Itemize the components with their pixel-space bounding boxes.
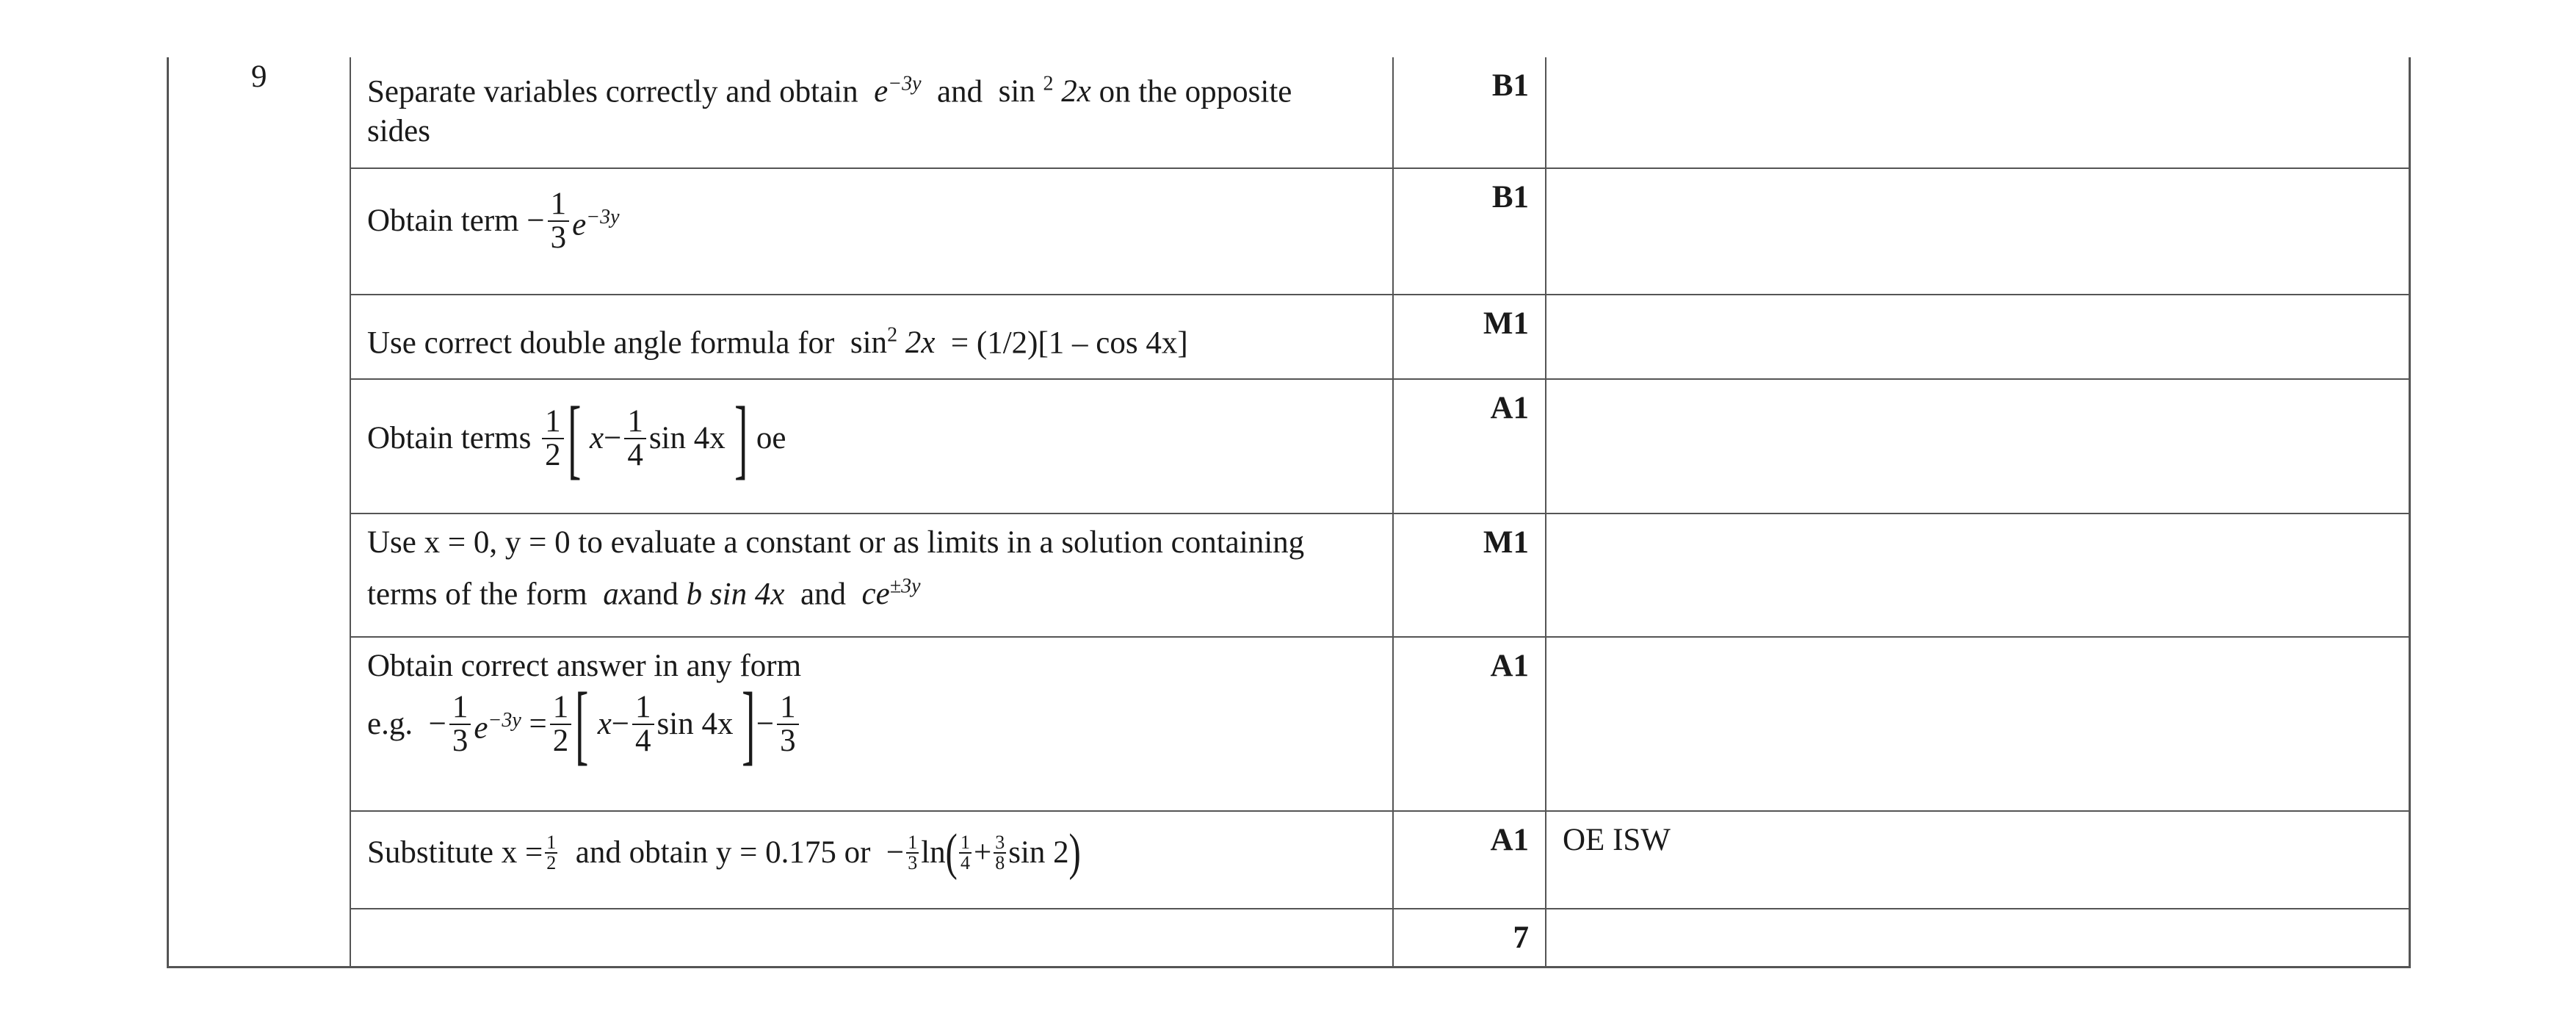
mark-code: A1 xyxy=(1490,649,1529,683)
fraction: $\frac{1}{2}$ xyxy=(542,406,564,472)
answer-cell xyxy=(351,909,1394,968)
guidance-cell xyxy=(1546,909,2411,968)
mark-cell xyxy=(1394,638,1546,810)
table-row xyxy=(351,812,2411,909)
math-sin: $\sin^2 2x$ xyxy=(850,324,936,361)
answer-text: Obtain term xyxy=(367,203,519,238)
answer-text: terms of the form xyxy=(367,577,587,612)
mark-cell xyxy=(1394,812,1546,908)
math-sin: sin 4x xyxy=(656,707,734,741)
math-term-a: ax xyxy=(603,577,633,612)
mark-code: A1 xyxy=(1490,391,1529,425)
answer-tail: on the opposite xyxy=(1099,74,1292,109)
table-row xyxy=(351,169,2411,295)
and-word: and xyxy=(937,74,983,109)
guidance-cell xyxy=(1546,295,2411,378)
fraction: $\frac{1}{4}$ xyxy=(960,832,970,874)
mark-cell xyxy=(1394,295,1546,378)
mark-code: M1 xyxy=(1483,306,1529,341)
answer-cell xyxy=(351,169,1394,294)
left-paren: ( xyxy=(945,824,958,882)
math-sin: sin 2 xyxy=(1008,835,1069,871)
math-sign: − xyxy=(756,707,775,741)
answer-tail: = (1/2)[1 – cos 4x] xyxy=(950,325,1188,361)
math-plus: + xyxy=(973,835,992,871)
table-row xyxy=(351,638,2411,812)
answer-line-2: sides xyxy=(367,114,430,149)
mark-cell xyxy=(1394,57,1546,167)
and-word: and xyxy=(800,577,847,612)
fraction: $\frac{1}{3}$ xyxy=(908,832,918,874)
right-paren: ) xyxy=(1068,824,1081,882)
fraction: $\frac{1}{3}$ xyxy=(449,691,471,757)
mark-cell xyxy=(1394,380,1546,513)
answer-tail: oe xyxy=(756,421,786,455)
fraction: $\frac{1}{4}$ xyxy=(632,691,654,757)
answer-line-1: Use x = 0, y = 0 to evaluate a constant or as limits in a solution containing xyxy=(367,525,1305,560)
total-row xyxy=(351,909,2411,968)
math-sign: − xyxy=(527,203,545,238)
guidance-text: OE ISW xyxy=(1563,823,1671,857)
answer-line-1: Obtain correct answer in any form xyxy=(367,649,802,683)
guidance-cell xyxy=(1546,169,2411,294)
mark-cell xyxy=(1394,514,1546,636)
total-mark: 7 xyxy=(1513,920,1529,955)
math-ln: ln xyxy=(921,835,946,871)
math-sign: − xyxy=(604,421,622,455)
fraction: $\frac{1}{3}$ xyxy=(777,691,799,757)
answer-text: and obtain y = 0.175 or xyxy=(575,835,871,871)
table-row xyxy=(351,295,2411,380)
question-number: 9 xyxy=(251,60,267,94)
answer-cell xyxy=(351,812,1394,908)
math-exp: $e^{-3y}$ xyxy=(572,205,620,242)
math-equals: = xyxy=(529,707,547,741)
math-term-b: b sin 4x xyxy=(686,577,785,612)
guidance-cell xyxy=(1546,380,2411,513)
eg-label: e.g. xyxy=(367,707,413,741)
answer-cell xyxy=(351,514,1394,636)
fraction: $\frac{3}{8}$ xyxy=(995,832,1005,874)
math-term-c: $ce^{\pm 3y}$ xyxy=(861,575,921,612)
mark-code: A1 xyxy=(1490,823,1529,857)
answer-text: Obtain terms xyxy=(367,421,532,455)
table-row xyxy=(351,380,2411,514)
guidance-cell xyxy=(1546,514,2411,636)
answer-cell xyxy=(351,638,1394,810)
math-sign: − xyxy=(428,707,446,741)
fraction: $\frac{1}{2}$ xyxy=(546,832,557,874)
answer-text: Use correct double angle formula for xyxy=(367,325,835,361)
guidance-cell xyxy=(1546,638,2411,810)
mark-cell xyxy=(1394,169,1546,294)
math-exp: $e^{-3y}$ xyxy=(474,708,521,746)
and-word: and xyxy=(632,577,679,612)
answer-cell xyxy=(351,57,1394,167)
answer-text: Substitute x = xyxy=(367,835,543,871)
table-row xyxy=(351,514,2411,638)
table-row xyxy=(351,57,2411,169)
left-bracket: [ xyxy=(575,674,589,774)
right-bracket: ] xyxy=(742,674,756,774)
math-sin: sin $^2$ 2x xyxy=(998,73,1091,109)
math-x: x xyxy=(589,421,604,455)
math-exp: $e^{-3y}$ xyxy=(874,73,922,109)
math-sign: − xyxy=(886,835,905,871)
math-sign: − xyxy=(611,707,630,741)
mark-code: B1 xyxy=(1491,180,1529,215)
mark-code: B1 xyxy=(1491,68,1529,103)
answer-text: Separate variables correctly and obtain xyxy=(367,74,858,109)
fraction: $\frac{1}{4}$ xyxy=(624,406,646,472)
mark-scheme-table xyxy=(167,57,2411,968)
answer-cell xyxy=(351,380,1394,513)
right-bracket: ] xyxy=(734,389,748,488)
mark-code: M1 xyxy=(1483,525,1529,560)
left-bracket: [ xyxy=(567,389,582,488)
guidance-cell xyxy=(1546,812,2411,908)
math-x: x xyxy=(597,707,612,741)
answer-cell xyxy=(351,295,1394,378)
guidance-cell xyxy=(1546,57,2411,167)
fraction: $\frac{1}{2}$ xyxy=(550,691,572,757)
question-number-cell xyxy=(169,57,351,966)
fraction: $\frac{1}{3}$ xyxy=(548,188,570,254)
total-mark-cell xyxy=(1394,909,1546,968)
math-sin: sin 4x xyxy=(648,421,726,455)
